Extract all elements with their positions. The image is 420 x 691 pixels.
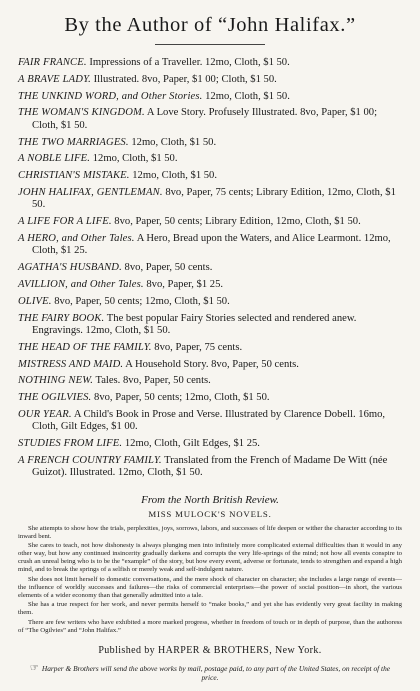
book-details: A Household Story. 8vo, Paper, 50 cents. xyxy=(125,358,299,370)
book-title: JOHN HALIFAX, GENTLEMAN. xyxy=(18,186,163,198)
page-title: By the Author of “John Halifax.” xyxy=(64,14,356,36)
review-subtitle: MISS MULOCK'S NOVELS. xyxy=(148,508,272,519)
book-details: 12mo, Cloth, $1 50. xyxy=(132,170,218,182)
review-paragraph: She attempts to show how the trials, perplexities, joys, sorrows, labors, and successes of life deepen or wither the character according to its inward bent. xyxy=(18,524,402,540)
book-title: AGATHA'S HUSBAND. xyxy=(18,262,122,274)
book-entry xyxy=(18,170,402,182)
book-title: CHRISTIAN'S MISTAKE. xyxy=(18,170,130,182)
book-title: THE TWO MARRIAGES. xyxy=(18,136,129,148)
book-title: A BRAVE LADY. xyxy=(18,73,91,85)
book-details: Translated from the French of Madame De Witt (née Guizot). Illustrated. 12mo, Cloth, $1 50. xyxy=(32,454,388,479)
book-title: NOTHING NEW. xyxy=(18,375,93,387)
book-details: 8vo, Paper, 50 cents; 12mo, Cloth, $1 50. xyxy=(94,392,270,404)
book-details: Illustrated. 8vo, Paper, $1 00; Cloth, $1 50. xyxy=(93,73,277,85)
book-entry xyxy=(18,279,402,291)
book-title: OUR YEAR. xyxy=(18,408,72,420)
book-title: A NOBLE LIFE. xyxy=(18,153,91,165)
book-entry xyxy=(18,392,402,404)
book-title: A LIFE FOR A LIFE. xyxy=(18,216,112,228)
book-title: A HERO, and Other Tales. xyxy=(18,232,135,244)
book-entry xyxy=(18,91,402,103)
book-entry xyxy=(18,359,402,371)
book-details: 12mo, Cloth, $1 50. xyxy=(131,136,217,148)
review-source: From the North British Review. xyxy=(141,493,279,506)
book-entry xyxy=(18,375,402,387)
book-list xyxy=(18,57,402,480)
book-entry xyxy=(18,342,402,354)
book-title: THE OGILVIES. xyxy=(18,392,92,404)
book-entry xyxy=(18,153,402,165)
book-details: 12mo, Cloth, Gilt Edges, $1 25. xyxy=(124,438,260,450)
book-details: 8vo, Paper, 75 cents; Library Edition, 12mo, Cloth, $1 50. xyxy=(32,186,396,211)
pointing-hand-icon: ☞ xyxy=(29,662,39,674)
book-title: STUDIES FROM LIFE. xyxy=(18,438,123,450)
book-details: 12mo, Cloth, $1 50. xyxy=(92,153,178,165)
book-entry xyxy=(18,74,402,86)
book-details: Tales. 8vo, Paper, 50 cents. xyxy=(95,375,211,387)
publisher-line: Published by HARPER & BROTHERS, New York. xyxy=(98,644,322,656)
book-details: Impressions of a Traveller. 12mo, Cloth, $1 50. xyxy=(89,57,290,68)
book-title: AVILLION, and Other Tales. xyxy=(18,278,144,290)
book-title: THE HEAD OF THE FAMILY. xyxy=(18,341,152,353)
review-paragraph: She does not limit herself to domestic conversations, and the mere shock of character on character; she includes a large range of events—the influence of worldly successes and failures—the risks of commercial enterprises—the power of social position—in short, the various elements of a wider economy than that generally admitted into a tale. xyxy=(18,575,402,599)
review-paragraph: She has a true respect for her work, and never permits herself to “make books,” and yet she has evidently very great facility in making them. xyxy=(18,601,402,617)
book-entry xyxy=(18,216,402,228)
book-details: A Child's Book in Prose and Verse. Illustrated by Clarence Dobell. 16mo, Cloth, Gilt Edges, $1 00. xyxy=(32,408,386,433)
book-entry xyxy=(18,409,402,434)
book-details: 8vo, Paper, $1 25. xyxy=(146,278,224,290)
review-paragraph: She cares to teach, not how dishonesty is always plunging men into infinitely more complicated external difficulties than it would in any other way, but how any continued insincerity gradually darkens and corrupts the very life-springs of the mind; not how all events conspire to crush an unreal being who is to be the “example” of the story, but how every event, adverse or fortunate, tends to strengthen and expand a high mind, and to break the springs of a selfish or merely weak and self-indulgent nature. xyxy=(18,542,402,574)
book-entry xyxy=(18,57,402,69)
book-details: 8vo, Paper, 50 cents; 12mo, Cloth, $1 50. xyxy=(54,295,230,307)
book-details: 8vo, Paper, 50 cents. xyxy=(124,262,213,274)
book-entry xyxy=(18,187,402,212)
review-paragraph: There are few writers who have exhibited a more marked progress, whether in freedom of touch or in depth of purpose, than the authoress of “The Ogilvies” and “John Halifax.” xyxy=(18,618,402,634)
book-entry xyxy=(18,438,402,450)
book-details: 8vo, Paper, 50 cents; Library Edition, 12mo, Cloth, $1 50. xyxy=(114,216,361,228)
divider xyxy=(155,44,265,45)
book-entry xyxy=(18,313,402,338)
book-title: THE WOMAN'S KINGDOM. xyxy=(18,107,145,119)
book-title: THE FAIRY BOOK. xyxy=(18,312,105,324)
book-title: MISTRESS AND MAID. xyxy=(18,358,124,370)
review-text xyxy=(18,525,402,635)
book-title: A FRENCH COUNTRY FAMILY. xyxy=(18,454,162,466)
book-entry xyxy=(18,296,402,308)
book-title: FAIR FRANCE. xyxy=(18,57,87,68)
book-details: A Hero, Bread upon the Waters, and Alice Learmont. 12mo, Cloth, $1 25. xyxy=(32,232,391,257)
book-title: OLIVE. xyxy=(18,295,52,307)
book-entry xyxy=(18,107,402,132)
book-details: The best popular Fairy Stories selected and rendered anew. Engravings. 12mo, Cloth, $1 50. xyxy=(32,312,357,336)
book-title: THE UNKIND WORD, and Other Stories. xyxy=(18,90,203,102)
book-details: 8vo, Paper, 75 cents. xyxy=(154,341,243,353)
notice-text: Harper & Brothers will send the above works by mail, postage paid, to any part of the United States, on receipt of the price. xyxy=(41,663,391,682)
mail-notice xyxy=(18,664,402,682)
book-entry xyxy=(18,455,402,480)
book-details: A Love Story. Profusely Illustrated. 8vo, Paper, $1 00; Cloth, $1 50. xyxy=(32,107,378,131)
book-entry xyxy=(18,233,402,258)
book-entry xyxy=(18,262,402,274)
book-entry xyxy=(18,137,402,149)
book-details: 12mo, Cloth, $1 50. xyxy=(205,90,290,102)
